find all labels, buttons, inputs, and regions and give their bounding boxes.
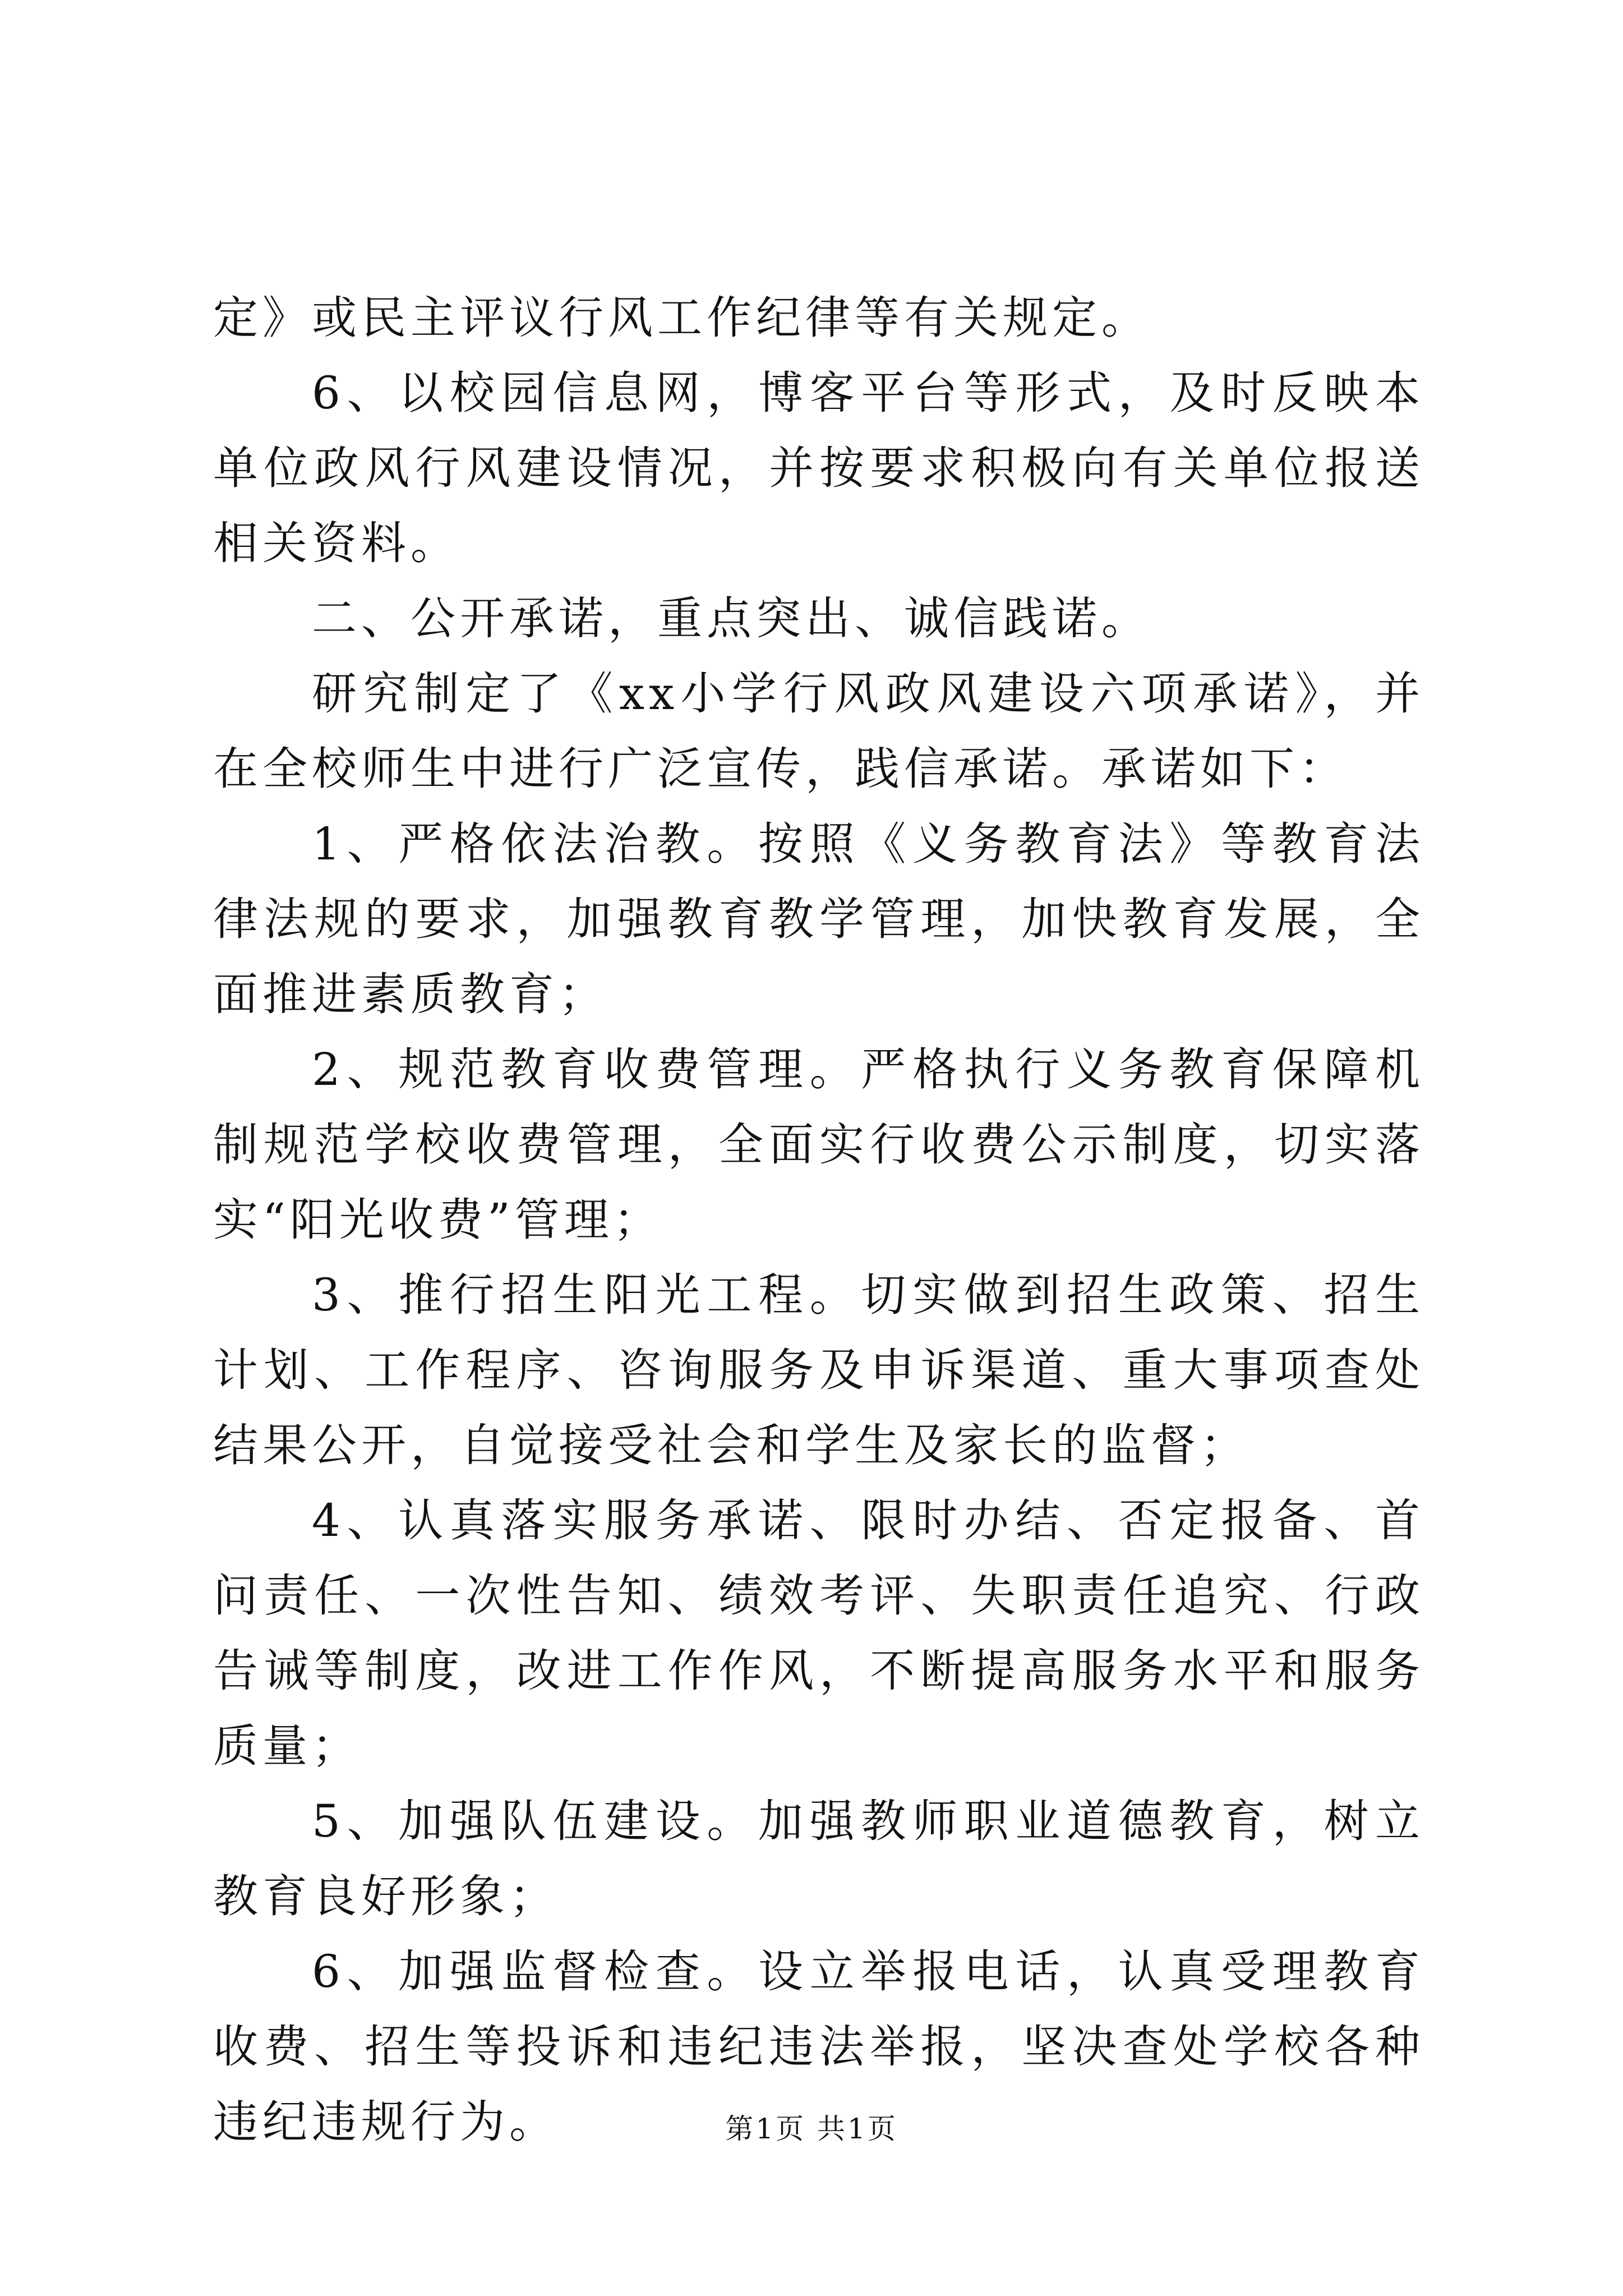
section-heading-2: 二、公开承诺，重点突出、诚信践诺。 bbox=[312, 592, 1151, 645]
paragraph-commitment-4: 4、认真落实服务承诺、限时办结、否定报备、首问责任、一次性告知、绩效考评、失职责任追究、行政告诫等制度，改进工作作风，不断提高服务水平和服务质量； bbox=[213, 1494, 1424, 1772]
document-body bbox=[213, 280, 1424, 2160]
page-number-label: 第1页 共1页 bbox=[725, 2113, 898, 2145]
page-footer bbox=[0, 2112, 1623, 2146]
paragraph-commitment-2: 2、规范教育收费管理。严格执行义务教育保障机制规范学校收费管理，全面实行收费公示制度，切实落实“阳光收费”管理； bbox=[213, 1043, 1424, 1246]
paragraph-commitment-6: 6、加强监督检查。设立举报电话，认真受理教育收费、招生等投诉和违纪违法举报，坚决查处学校各种违纪违规行为。 bbox=[213, 1945, 1424, 2148]
paragraph-commitment-1: 1、严格依法治教。按照《义务教育法》等教育法律法规的要求，加强教育教学管理，加快教育发展，全面推进素质教育； bbox=[213, 818, 1424, 1020]
paragraph-intro: 研究制定了《xx小学行风政风建设六项承诺》，并在全校师生中进行广泛宣传，践信承诺。承诺如下： bbox=[213, 668, 1424, 795]
paragraph-commitment-5: 5、加强队伍建设。加强教师职业道德教育，树立教育良好形象； bbox=[213, 1795, 1424, 1922]
paragraph-continuation: 定》或民主评议行风工作纪律等有关规定。 bbox=[213, 292, 1151, 344]
paragraph-item-6-website: 6、以校园信息网，博客平台等形式，及时反映本单位政风行风建设情况，并按要求积极向有关单位报送相关资料。 bbox=[213, 367, 1424, 569]
paragraph-commitment-3: 3、推行招生阳光工程。切实做到招生政策、招生计划、工作程序、咨询服务及申诉渠道、重大事项查处结果公开，自觉接受社会和学生及家长的监督； bbox=[213, 1269, 1424, 1471]
